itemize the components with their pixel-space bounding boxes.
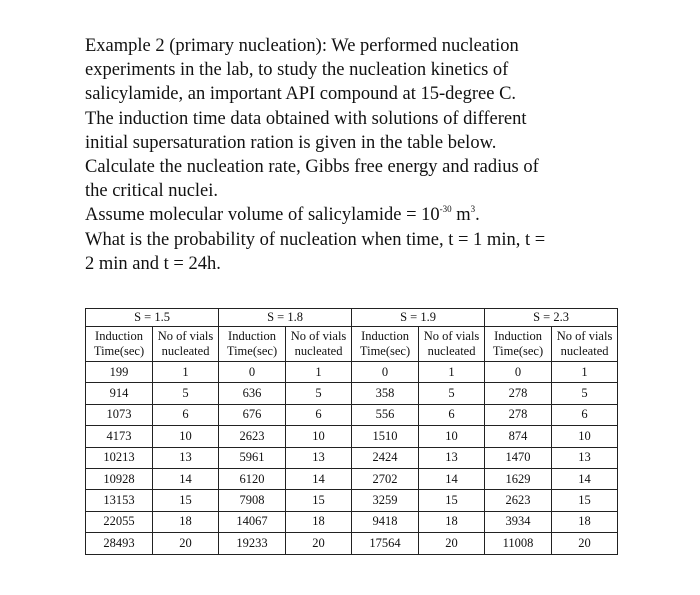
induction-time-cell: 4173 [86,426,153,447]
induction-time-cell: 17564 [352,533,419,554]
vials-nucleated-cell: 15 [419,490,485,511]
column-header-vials [552,327,618,362]
induction-time-cell: 1629 [485,468,552,489]
column-header-induction [219,327,286,362]
induction-time-cell: 2623 [485,490,552,511]
table-row [86,426,618,447]
question-line: What is the probability of nucleation when time, t = 1 min, t = [85,229,546,250]
vials-nucleated-cell: 18 [153,511,219,532]
induction-time-cell: 3259 [352,490,419,511]
induction-time-cell: 2623 [219,426,286,447]
period: . [475,205,480,226]
table-row [86,533,618,554]
vials-nucleated-cell: 13 [153,447,219,468]
problem-line: Calculate the nucleation rate, Gibbs free energy and radius of [85,157,539,178]
vials-nucleated-cell: 13 [419,447,485,468]
induction-time-cell: 5961 [219,447,286,468]
header-line: nucleated [560,344,609,358]
vials-nucleated-cell: 14 [552,468,618,489]
induction-time-cell: 9418 [352,511,419,532]
vials-nucleated-cell: 1 [419,362,485,383]
vials-nucleated-cell: 13 [552,447,618,468]
column-header-vials [286,327,352,362]
header-line: Time(sec) [93,344,145,358]
induction-time-cell: 1073 [86,404,153,425]
column-header-vials [153,327,219,362]
induction-time-cell: 676 [219,404,286,425]
table-row [86,468,618,489]
header-line: nucleated [294,344,343,358]
vials-nucleated-cell: 13 [286,447,352,468]
induction-time-cell: 7908 [219,490,286,511]
induction-time-cell: 2424 [352,447,419,468]
table-row [86,447,618,468]
vials-nucleated-cell: 6 [419,404,485,425]
problem-statement [85,34,625,276]
unit: m [451,205,471,226]
induction-time-cell: 0 [352,362,419,383]
induction-time-cell: 0 [485,362,552,383]
induction-time-cell: 28493 [86,533,153,554]
induction-time-cell: 6120 [219,468,286,489]
group-header: S = 2.3 [485,309,618,327]
induction-time-cell: 914 [86,383,153,404]
vials-nucleated-cell: 20 [419,533,485,554]
table-row [86,511,618,532]
header-line: Induction [95,329,143,343]
induction-time-cell: 3934 [485,511,552,532]
problem-line: The induction time data obtained with solutions of different [85,108,527,129]
header-line: No of vials [157,329,214,343]
induction-time-cell: 278 [485,404,552,425]
induction-time-cell: 278 [485,383,552,404]
table-body [86,362,618,555]
vials-nucleated-cell: 20 [552,533,618,554]
vials-nucleated-cell: 6 [286,404,352,425]
problem-line: salicylamide, an important API compound at 15-degree C. [85,84,517,105]
column-header-induction [485,327,552,362]
group-header: S = 1.5 [86,309,219,327]
vials-nucleated-cell: 6 [153,404,219,425]
header-line: Induction [494,329,542,343]
induction-time-cell: 13153 [86,490,153,511]
group-header: S = 1.9 [352,309,485,327]
vials-nucleated-cell: 1 [286,362,352,383]
induction-time-cell: 199 [86,362,153,383]
induction-time-cell: 19233 [219,533,286,554]
header-line: nucleated [427,344,476,358]
column-header-induction [86,327,153,362]
vials-nucleated-cell: 5 [419,383,485,404]
induction-time-cell: 1470 [485,447,552,468]
vials-nucleated-cell: 14 [286,468,352,489]
vials-nucleated-cell: 10 [419,426,485,447]
vials-nucleated-cell: 5 [286,383,352,404]
induction-time-cell: 636 [219,383,286,404]
vials-nucleated-cell: 6 [552,404,618,425]
table-row [86,362,618,383]
header-line: Time(sec) [359,344,411,358]
problem-line: Example 2 (primary nucleation): We performed nucleation [85,36,519,56]
induction-time-cell: 0 [219,362,286,383]
problem-line: the critical nuclei. [85,181,219,202]
induction-time-cell: 14067 [219,511,286,532]
induction-time-cell: 10928 [86,468,153,489]
column-header-row [86,327,618,362]
vials-nucleated-cell: 10 [286,426,352,447]
header-line: No of vials [290,329,347,343]
header-line: Induction [228,329,276,343]
table-row [86,490,618,511]
vials-nucleated-cell: 1 [153,362,219,383]
vials-nucleated-cell: 20 [153,533,219,554]
vials-nucleated-cell: 15 [286,490,352,511]
table-row [86,404,618,425]
header-line: Time(sec) [492,344,544,358]
vials-nucleated-cell: 15 [153,490,219,511]
header-line: No of vials [423,329,480,343]
vials-nucleated-cell: 14 [419,468,485,489]
induction-time-cell: 556 [352,404,419,425]
induction-time-cell: 874 [485,426,552,447]
vials-nucleated-cell: 14 [153,468,219,489]
assumption-text: Assume molecular volume of salicylamide = 10 [85,205,440,226]
problem-line: initial supersaturation ration is given in the table below. [85,132,497,153]
induction-time-cell: 2702 [352,468,419,489]
vials-nucleated-cell: 18 [286,511,352,532]
vials-nucleated-cell: 20 [286,533,352,554]
vials-nucleated-cell: 18 [552,511,618,532]
vials-nucleated-cell: 1 [552,362,618,383]
induction-time-cell: 22055 [86,511,153,532]
vials-nucleated-cell: 15 [552,490,618,511]
question-line: 2 min and t = 24h. [85,253,221,274]
induction-time-table [85,308,618,555]
table-row [86,383,618,404]
group-header: S = 1.8 [219,309,352,327]
header-line: Time(sec) [226,344,278,358]
vials-nucleated-cell: 10 [153,426,219,447]
problem-line: experiments in the lab, to study the nucleation kinetics of [85,60,509,81]
induction-time-cell: 358 [352,383,419,404]
column-header-induction [352,327,419,362]
induction-time-cell: 11008 [485,533,552,554]
exponent: -30 [439,204,452,215]
header-line: nucleated [161,344,210,358]
header-line: No of vials [556,329,613,343]
vials-nucleated-cell: 5 [552,383,618,404]
induction-time-cell: 1510 [352,426,419,447]
column-header-vials [419,327,485,362]
vials-nucleated-cell: 18 [419,511,485,532]
unit-exponent: 3 [470,204,476,215]
header-line: Induction [361,329,409,343]
vials-nucleated-cell: 10 [552,426,618,447]
induction-time-cell: 10213 [86,447,153,468]
supersaturation-header-row [86,309,618,327]
vials-nucleated-cell: 5 [153,383,219,404]
assumption-line [85,203,625,227]
